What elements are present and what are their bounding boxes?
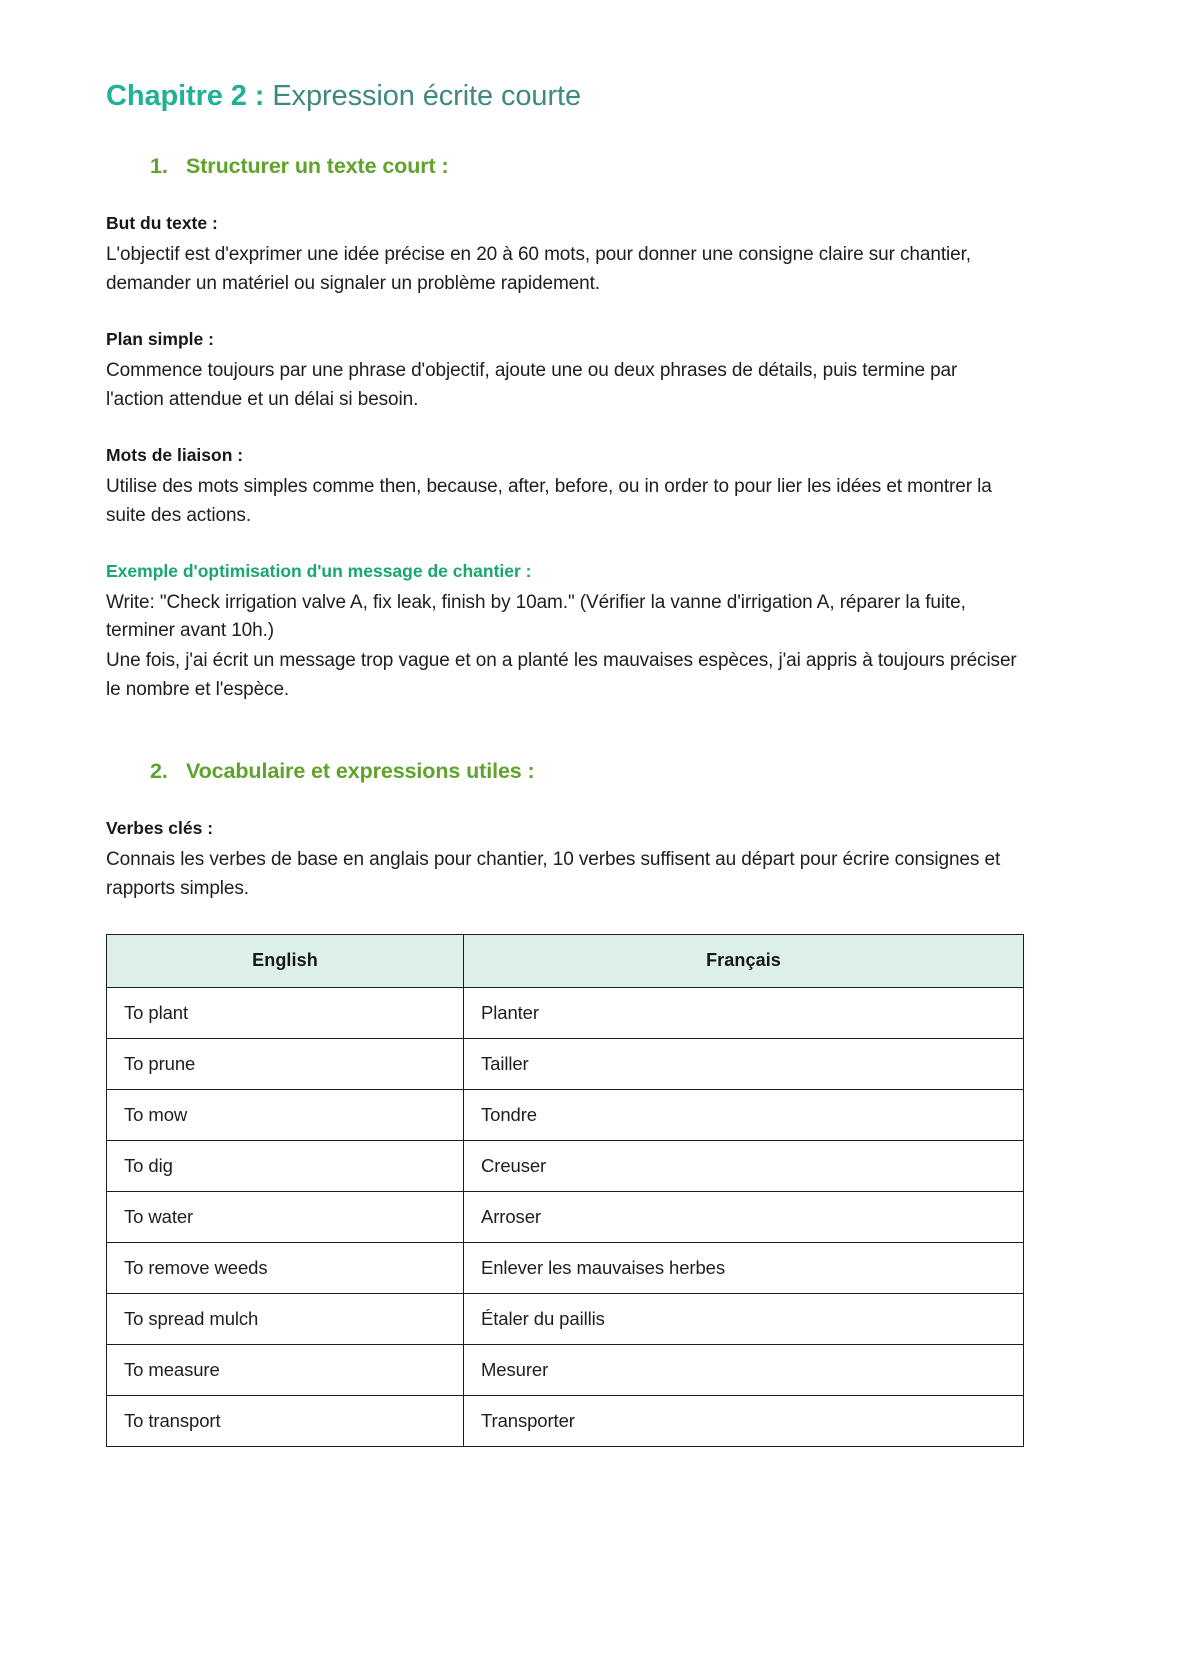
block-body-but-du-texte: L'objectif est d'exprimer une idée précise en 20 à 60 mots, pour donner une consigne claire sur chantier, demander un matériel ou signaler un problème rapidement. (106, 244, 971, 295)
block-label-but-du-texte: But du texte : (106, 213, 218, 234)
block-verbes-cles (106, 818, 1020, 904)
block-body-exemple-anecdote: Une fois, j'ai écrit un message trop vague et on a planté les mauvaises espèces, j'ai appris à toujours préciser le nombre et l'espèce. (106, 650, 1017, 701)
block-body-mots-de-liaison: Utilise des mots simples comme then, because, after, before, ou in order to pour lier les idées et montrer la suite des actions. (106, 475, 992, 526)
cell-english: To remove weeds (107, 1242, 464, 1293)
block-but-du-texte (106, 213, 1020, 299)
section-title-1: Structurer un texte court : (186, 154, 449, 179)
page-title (106, 78, 1020, 114)
cell-francais: Transporter (464, 1395, 1024, 1446)
cell-francais: Étaler du paillis (464, 1293, 1024, 1344)
section-number-1: 1. (150, 154, 168, 179)
table-row (107, 1293, 1024, 1344)
table-row (107, 1191, 1024, 1242)
table-row (107, 987, 1024, 1038)
cell-english: To measure (107, 1344, 464, 1395)
column-header-francais: Français (464, 934, 1024, 987)
section-heading-2 (106, 759, 1020, 784)
block-mots-de-liaison (106, 445, 1020, 531)
table-row (107, 1242, 1024, 1293)
table-row (107, 1038, 1024, 1089)
cell-english: To plant (107, 987, 464, 1038)
block-label-mots-de-liaison: Mots de liaison : (106, 444, 244, 465)
block-plan-simple (106, 329, 1020, 415)
table-row (107, 1140, 1024, 1191)
cell-francais: Tondre (464, 1089, 1024, 1140)
cell-francais: Enlever les mauvaises herbes (464, 1242, 1024, 1293)
table-header-row (107, 934, 1024, 987)
block-exemple-optimisation (106, 561, 1020, 706)
block-label-verbes-cles: Verbes clés : (106, 818, 214, 838)
section-number-2: 2. (150, 759, 168, 783)
table-row (107, 1395, 1024, 1446)
cell-english: To dig (107, 1140, 464, 1191)
cell-francais: Tailler (464, 1038, 1024, 1089)
block-label-plan-simple: Plan simple : (106, 329, 214, 349)
cell-english: To water (107, 1191, 464, 1242)
block-body-plan-simple: Commence toujours par une phrase d'objectif, ajoute une ou deux phrases de détails, puis termine par l'action attendue et un délai si besoin. (106, 360, 958, 410)
table-head (107, 934, 1024, 987)
cell-english: To spread mulch (107, 1293, 464, 1344)
block-body-exemple-write: Write: "Check irrigation valve A, fix leak, finish by 10am." (Vérifier la vanne d'irrigation A, réparer la fuite, terminer avant 10h.) (106, 591, 966, 642)
cell-francais: Planter (464, 987, 1024, 1038)
table-body (107, 987, 1024, 1446)
block-body-verbes-cles: Connais les verbes de base en anglais pour chantier, 10 verbes suffisent au départ pour écrire consignes et rapports simples. (106, 849, 1001, 899)
cell-english: To transport (107, 1395, 464, 1446)
cell-english: To mow (107, 1089, 464, 1140)
table-row (107, 1344, 1024, 1395)
block-label-exemple-optimisation: Exemple d'optimisation d'un message de chantier : (106, 560, 532, 581)
vocabulary-table (106, 934, 1024, 1447)
chapter-subject: Expression écrite courte (272, 80, 581, 112)
cell-english: To prune (107, 1038, 464, 1089)
cell-francais: Mesurer (464, 1344, 1024, 1395)
section-heading-1 (106, 154, 1020, 179)
cell-francais: Arroser (464, 1191, 1024, 1242)
cell-francais: Creuser (464, 1140, 1024, 1191)
chapter-label: Chapitre 2 : (106, 80, 265, 112)
section-title-2: Vocabulaire et expressions utiles : (186, 759, 535, 783)
column-header-english: English (107, 934, 464, 987)
table-row (107, 1089, 1024, 1140)
